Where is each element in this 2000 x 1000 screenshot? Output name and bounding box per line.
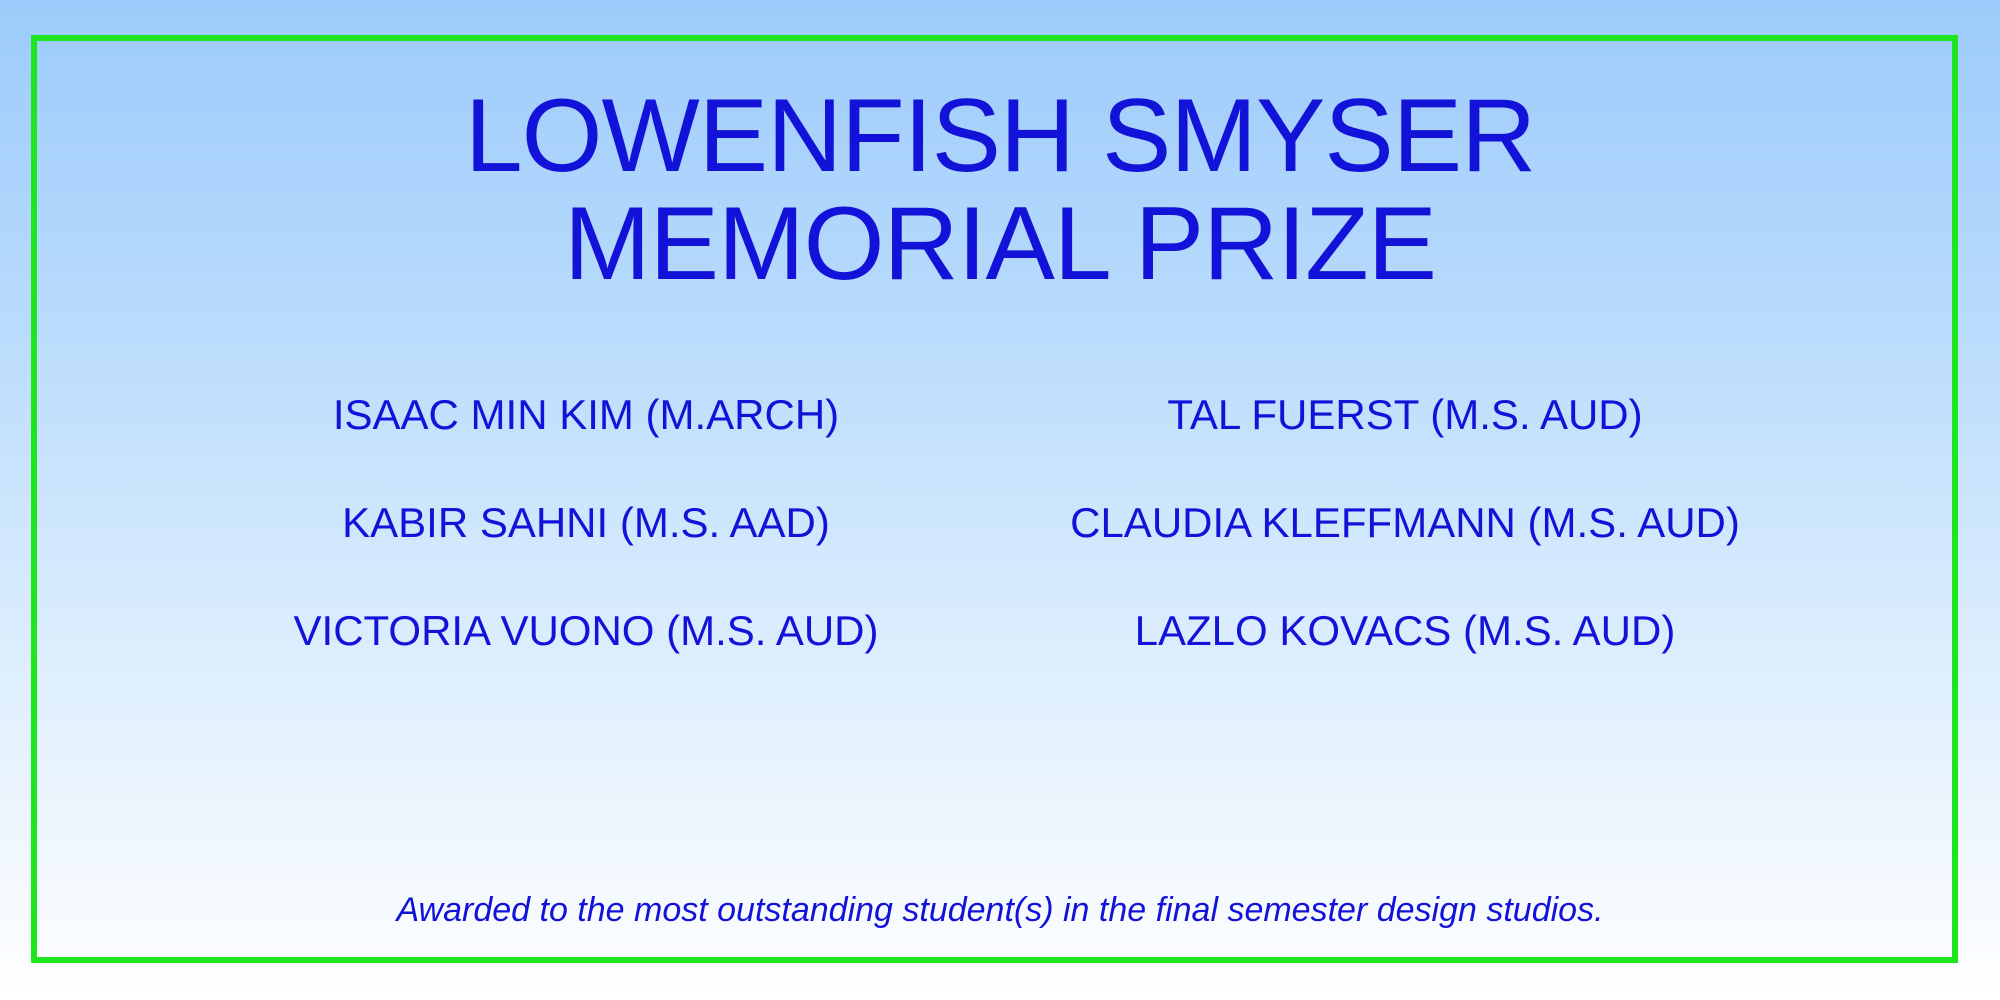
award-description: Awarded to the most outstanding student(s) in the final semester design studios. [396, 891, 1604, 929]
winners-column-right [1025, 388, 1785, 712]
winner-name: VICTORIA VUONO (M.S. AUD) [293, 607, 879, 654]
winner-name: KABIR SAHNI (M.S. AAD) [342, 499, 830, 546]
prize-title-line-1: LOWENFISH SMYSER [464, 78, 1536, 194]
winner-name: ISAAC MIN KIM (M.ARCH) [332, 391, 840, 438]
winner-name: TAL FUERST (M.S. AUD) [1167, 391, 1643, 438]
winner-name: LAZLO KOVACS (M.S. AUD) [1134, 607, 1676, 654]
winner-name: CLAUDIA KLEFFMANN (M.S. AUD) [1070, 499, 1740, 546]
prize-title-line-2: MEMORIAL PRIZE [563, 186, 1437, 302]
winners-column-left [206, 388, 966, 712]
prize-title [0, 78, 2000, 302]
